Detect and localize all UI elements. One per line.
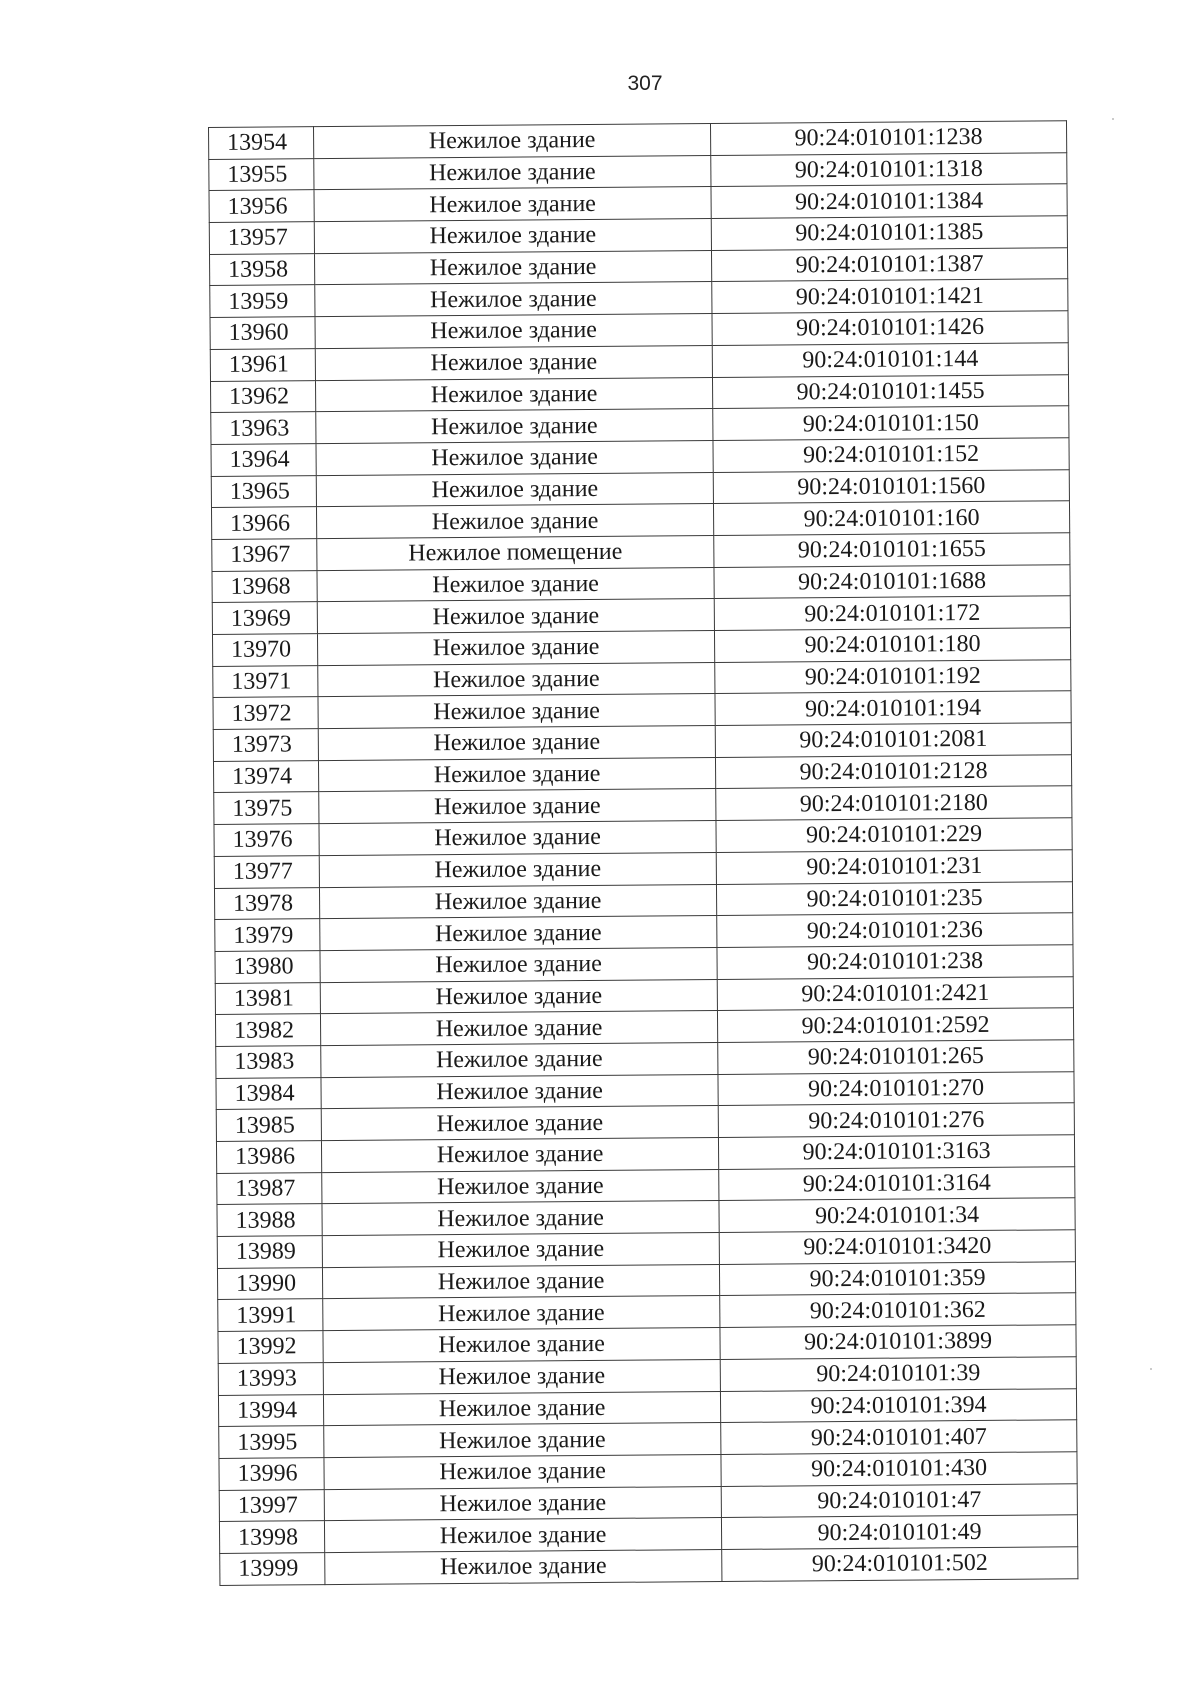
row-number-cell: 13987 [217,1172,322,1205]
cadastral-number-cell: 90:24:010101:1238 [710,121,1066,155]
object-type-cell: Нежилое здание [320,916,717,951]
cadastral-number-cell: 90:24:010101:3899 [720,1325,1076,1359]
object-type-cell: Нежилое здание [324,1423,721,1458]
cadastral-number-cell: 90:24:010101:1387 [711,248,1067,282]
cadastral-number-cell: 90:24:010101:180 [714,628,1070,662]
cadastral-number-cell: 90:24:010101:2180 [716,786,1072,820]
row-number-cell: 13986 [216,1141,321,1174]
row-number-cell: 13996 [219,1458,324,1491]
cadastral-number-cell: 90:24:010101:231 [716,850,1072,884]
object-type-cell: Нежилое здание [317,599,714,634]
object-type-cell: Нежилое здание [317,631,714,666]
cadastral-number-cell: 90:24:010101:144 [712,343,1068,377]
property-table-body [209,121,1078,1585]
row-number-cell: 13985 [216,1109,321,1142]
cadastral-number-cell: 90:24:010101:430 [721,1452,1077,1486]
cadastral-number-cell: 90:24:010101:238 [717,945,1073,979]
row-number-cell: 13964 [211,444,316,477]
object-type-cell: Нежилое здание [324,1518,721,1553]
cadastral-number-cell: 90:24:010101:172 [714,596,1070,630]
cadastral-number-cell: 90:24:010101:2081 [715,723,1071,757]
page-number: 307 [627,72,663,95]
cadastral-number-cell: 90:24:010101:49 [721,1515,1077,1549]
object-type-cell: Нежилое здание [321,1042,718,1077]
row-number-cell: 13979 [215,919,320,952]
object-type-cell: Нежилое здание [322,1264,719,1299]
cadastral-number-cell: 90:24:010101:1560 [713,469,1069,503]
row-number-cell: 13990 [217,1267,322,1300]
cadastral-number-cell: 90:24:010101:3164 [719,1166,1075,1200]
object-type-cell: Нежилое здание [323,1391,720,1426]
row-number-cell: 13983 [216,1046,321,1079]
cadastral-number-cell: 90:24:010101:235 [716,881,1072,915]
object-type-cell: Нежилое здание [319,789,716,824]
object-type-cell: Нежилое здание [322,1201,719,1236]
cadastral-number-cell: 90:24:010101:194 [715,691,1071,725]
cadastral-number-cell: 90:24:010101:1318 [711,152,1067,186]
row-number-cell: 13968 [212,570,317,603]
row-number-cell: 13977 [214,855,319,888]
cadastral-number-cell: 90:24:010101:150 [713,406,1069,440]
object-type-cell: Нежилое здание [314,124,711,159]
table-row [220,1547,1078,1585]
object-type-cell: Нежилое здание [319,884,716,919]
object-type-cell: Нежилое здание [323,1359,720,1394]
cadastral-number-cell: 90:24:010101:362 [720,1293,1076,1327]
row-number-cell: 13989 [217,1236,322,1269]
cadastral-number-cell: 90:24:010101:1421 [712,279,1068,313]
cadastral-number-cell: 90:24:010101:34 [719,1198,1075,1232]
object-type-cell: Нежилое помещение [317,535,714,570]
cadastral-number-cell: 90:24:010101:1385 [711,216,1067,250]
object-type-cell: Нежилое здание [318,757,715,792]
row-number-cell: 13961 [210,348,315,381]
row-number-cell: 13954 [209,127,314,160]
row-number-cell: 13980 [215,951,320,984]
row-number-cell: 13999 [220,1553,325,1586]
row-number-cell: 13995 [219,1426,324,1459]
object-type-cell: Нежилое здание [324,1454,721,1489]
row-number-cell: 13958 [209,253,314,286]
object-type-cell: Нежилое здание [318,662,715,697]
cadastral-number-cell: 90:24:010101:502 [722,1547,1078,1581]
object-type-cell: Нежилое здание [321,1138,718,1173]
object-type-cell: Нежилое здание [315,282,712,317]
object-type-cell: Нежилое здание [325,1549,722,1584]
row-number-cell: 13993 [218,1362,323,1395]
row-number-cell: 13955 [209,158,314,191]
object-type-cell: Нежилое здание [320,1011,717,1046]
object-type-cell: Нежилое здание [314,187,711,222]
object-type-cell: Нежилое здание [322,1169,719,1204]
property-table [208,120,1078,1585]
cadastral-number-cell: 90:24:010101:2592 [717,1008,1073,1042]
object-type-cell: Нежилое здание [316,504,713,539]
row-number-cell: 13971 [213,665,318,698]
property-table-container [208,120,1077,1585]
row-number-cell: 13960 [210,317,315,350]
row-number-cell: 13970 [212,634,317,667]
row-number-cell: 13962 [210,380,315,413]
cadastral-number-cell: 90:24:010101:276 [718,1103,1074,1137]
row-number-cell: 13965 [211,475,316,508]
row-number-cell: 13981 [215,982,320,1015]
cadastral-number-cell: 90:24:010101:1688 [714,564,1070,598]
row-number-cell: 13992 [218,1331,323,1364]
cadastral-number-cell: 90:24:010101:3163 [718,1135,1074,1169]
cadastral-number-cell: 90:24:010101:152 [713,438,1069,472]
object-type-cell: Нежилое здание [320,947,717,982]
object-type-cell: Нежилое здание [320,979,717,1014]
scan-speck [1112,118,1114,120]
row-number-cell: 13957 [209,222,314,255]
object-type-cell: Нежилое здание [315,314,712,349]
row-number-cell: 13982 [215,1014,320,1047]
row-number-cell: 13988 [217,1204,322,1237]
object-type-cell: Нежилое здание [318,726,715,761]
cadastral-number-cell: 90:24:010101:359 [719,1261,1075,1295]
cadastral-number-cell: 90:24:010101:47 [721,1483,1077,1517]
object-type-cell: Нежилое здание [316,409,713,444]
object-type-cell: Нежилое здание [316,472,713,507]
object-type-cell: Нежилое здание [314,250,711,285]
cadastral-number-cell: 90:24:010101:394 [720,1388,1076,1422]
cadastral-number-cell: 90:24:010101:160 [713,501,1069,535]
object-type-cell: Нежилое здание [314,155,711,190]
cadastral-number-cell: 90:24:010101:236 [717,913,1073,947]
cadastral-number-cell: 90:24:010101:2421 [717,976,1073,1010]
cadastral-number-cell: 90:24:010101:229 [716,818,1072,852]
row-number-cell: 13984 [216,1077,321,1110]
object-type-cell: Нежилое здание [315,345,712,380]
cadastral-number-cell: 90:24:010101:3420 [719,1230,1075,1264]
cadastral-number-cell: 90:24:010101:39 [720,1357,1076,1391]
scan-speck [1150,1368,1152,1370]
row-number-cell: 13978 [214,887,319,920]
row-number-cell: 13967 [212,539,317,572]
row-number-cell: 13997 [219,1489,324,1522]
cadastral-number-cell: 90:24:010101:2128 [715,754,1071,788]
object-type-cell: Нежилое здание [316,440,713,475]
cadastral-number-cell: 90:24:010101:407 [721,1420,1077,1454]
row-number-cell: 13976 [214,824,319,857]
cadastral-number-cell: 90:24:010101:270 [718,1071,1074,1105]
row-number-cell: 13959 [210,285,315,318]
row-number-cell: 13975 [214,792,319,825]
cadastral-number-cell: 90:24:010101:1455 [712,374,1068,408]
object-type-cell: Нежилое здание [319,821,716,856]
row-number-cell: 13974 [213,760,318,793]
cadastral-number-cell: 90:24:010101:192 [715,659,1071,693]
object-type-cell: Нежилое здание [322,1233,719,1268]
cadastral-number-cell: 90:24:010101:1384 [711,184,1067,218]
object-type-cell: Нежилое здание [315,377,712,412]
row-number-cell: 13973 [213,729,318,762]
row-number-cell: 13991 [218,1299,323,1332]
object-type-cell: Нежилое здание [319,852,716,887]
object-type-cell: Нежилое здание [314,219,711,254]
row-number-cell: 13956 [209,190,314,223]
object-type-cell: Нежилое здание [317,567,714,602]
row-number-cell: 13994 [218,1394,323,1427]
object-type-cell: Нежилое здание [323,1296,720,1331]
cadastral-number-cell: 90:24:010101:1655 [714,533,1070,567]
row-number-cell: 13972 [213,697,318,730]
object-type-cell: Нежилое здание [318,694,715,729]
cadastral-number-cell: 90:24:010101:1426 [712,311,1068,345]
row-number-cell: 13969 [212,602,317,635]
object-type-cell: Нежилое здание [321,1106,718,1141]
cadastral-number-cell: 90:24:010101:265 [718,1040,1074,1074]
row-number-cell: 13963 [211,412,316,445]
row-number-cell: 13998 [219,1521,324,1554]
object-type-cell: Нежилое здание [324,1486,721,1521]
object-type-cell: Нежилое здание [321,1074,718,1109]
object-type-cell: Нежилое здание [323,1328,720,1363]
row-number-cell: 13966 [211,507,316,540]
